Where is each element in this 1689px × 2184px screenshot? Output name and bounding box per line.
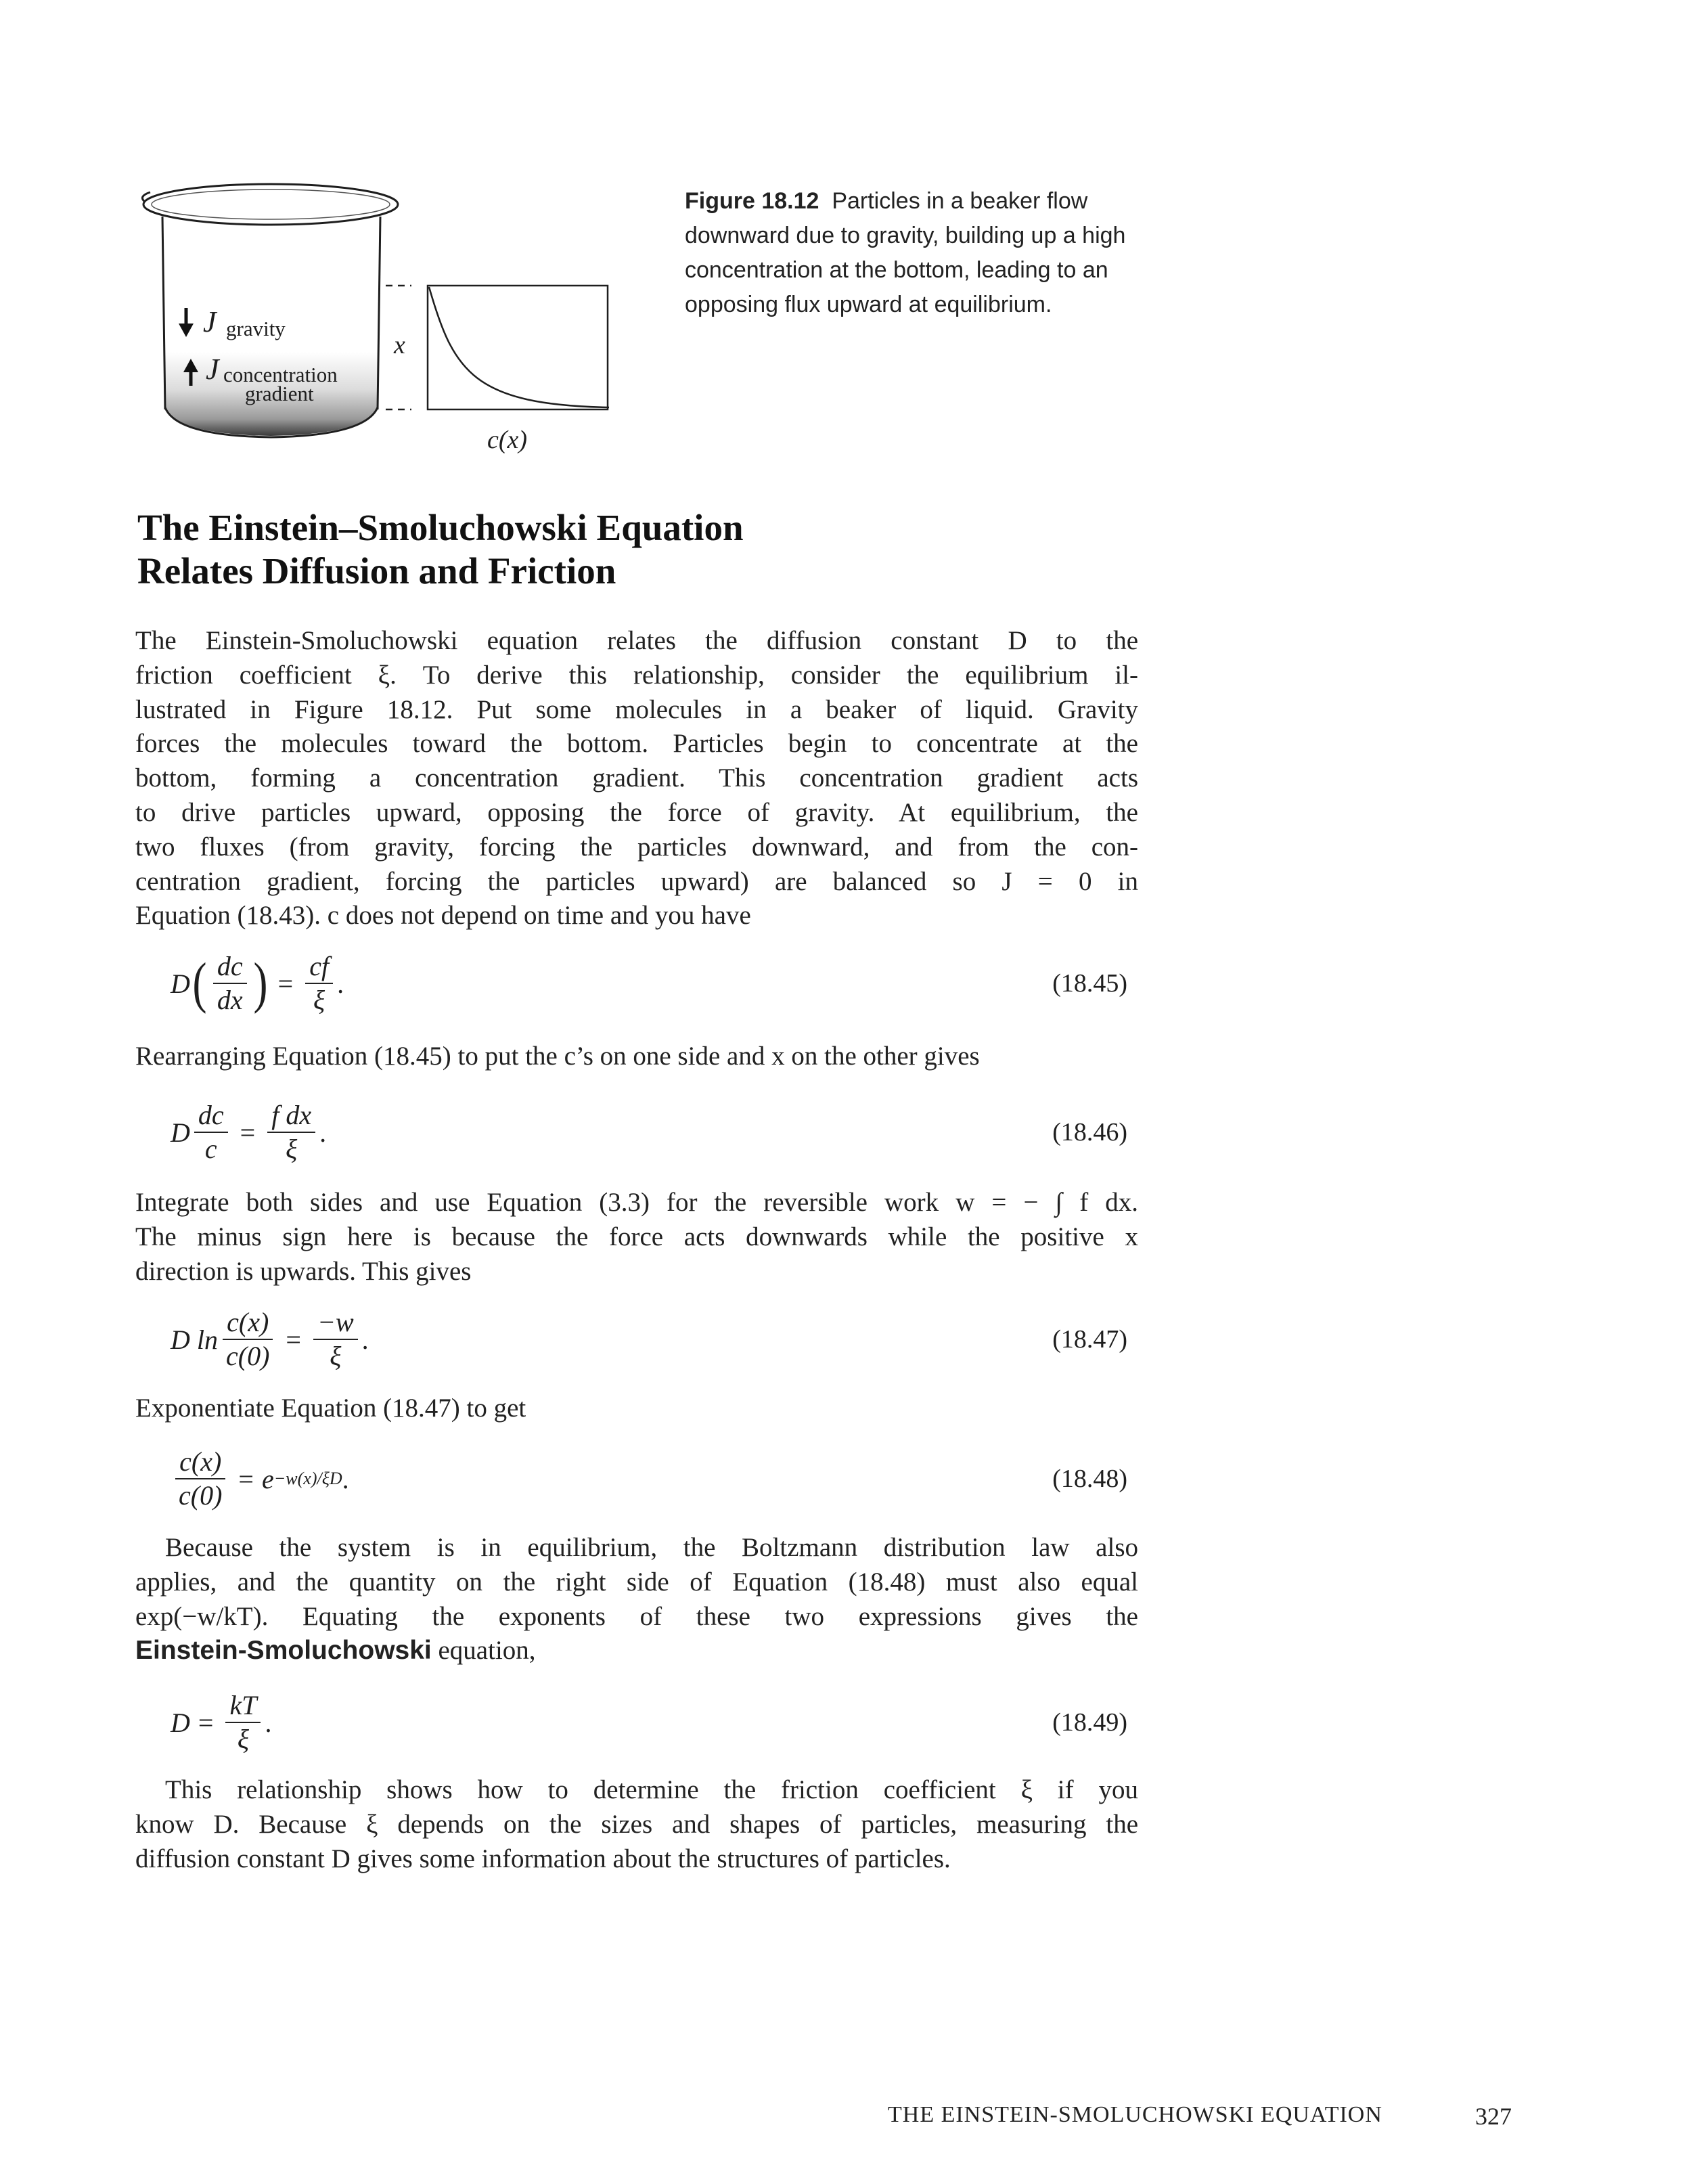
x-axis-label: x — [394, 331, 405, 359]
eq45-number: (18.45) — [1052, 969, 1127, 998]
eq45-dot: . — [337, 968, 344, 999]
paragraph-1-line: to drive particles upward, opposing the force of gravity. At equilibrium, the — [135, 797, 1138, 827]
paragraph-3-line: Integrate both sides and use Equation (3.3) for the reversible work w = − ∫ f dx. — [135, 1188, 1138, 1217]
eq46-lhs: D — [171, 1117, 190, 1148]
equation-18-48 — [135, 1442, 1138, 1516]
paragraph-4 — [135, 1391, 1138, 1426]
right-paren: ) — [253, 952, 268, 1015]
paragraph-6-line: This relationship shows how to determine the friction coefficient ξ if you — [165, 1775, 1138, 1804]
eq48-equals: = — [238, 1463, 254, 1494]
eq47-den2: ξ — [330, 1341, 342, 1371]
left-paren: ( — [192, 952, 207, 1015]
running-head: THE EINSTEIN-SMOLUCHOWSKI EQUATION — [888, 2102, 1382, 2127]
eq45-num1: dc — [213, 952, 247, 984]
eq49-dot: . — [265, 1707, 272, 1738]
figure-caption-text: Particles in a beaker flow downward due to gravity, building up a high concentration at the bottom, leading to an opposing flux upward at equilibrium. — [685, 188, 1126, 317]
paragraph-3 — [135, 1186, 1138, 1289]
eq48-dot: . — [342, 1463, 349, 1494]
einstein-smoluchowski-term: Einstein-Smoluchowski — [135, 1636, 432, 1666]
eq45-num2: cf — [305, 952, 333, 984]
eq45-lhs: D — [171, 968, 190, 999]
paragraph-3-line: The minus sign here is because the force acts downwards while the positive x — [135, 1222, 1138, 1251]
eq48-den1: c(0) — [179, 1480, 223, 1511]
paragraph-2-line: Rearranging Equation (18.45) to put the c’s on one side and x on the other gives — [135, 1042, 980, 1071]
paragraph-6 — [135, 1773, 1138, 1876]
eq46-num2: f dx — [267, 1100, 315, 1133]
eq47-lhs: D ln — [171, 1324, 218, 1355]
eq49-lhs: D — [171, 1707, 190, 1738]
eq48-base: e — [261, 1463, 274, 1494]
j-concentration-subscript-line2: gradient — [245, 382, 314, 405]
paragraph-4-line: Exponentiate Equation (18.47) to get — [135, 1394, 526, 1423]
eq49-equals: = — [198, 1707, 214, 1738]
eq47-num2: −w — [313, 1308, 358, 1340]
section-heading-line1: The Einstein–Smoluchowski Equation — [137, 507, 744, 548]
eq46-number: (18.46) — [1052, 1118, 1127, 1146]
paragraph-1-line: centration gradient, forcing the particles upward) are balanced so J = 0 in — [135, 866, 1138, 896]
eq47-number: (18.47) — [1052, 1325, 1127, 1354]
paragraph-5-line4-rest: equation, — [431, 1636, 536, 1666]
eq46-den2: ξ — [286, 1134, 298, 1164]
paragraph-6-line: diffusion constant D gives some information about the structures of particles. — [135, 1844, 951, 1873]
eq45-den1: dx — [217, 985, 243, 1015]
eq48-number: (18.48) — [1052, 1465, 1127, 1493]
paragraph-1-line: The Einstein-Smoluchowski equation relates the diffusion constant D to the — [135, 626, 1138, 655]
section-heading — [137, 506, 1017, 593]
eq46-equals: = — [240, 1117, 256, 1148]
eq47-dot: . — [361, 1324, 369, 1355]
paragraph-5-line — [135, 1634, 1138, 1668]
paragraph-6-line: know D. Because ξ depends on the sizes and shapes of particles, measuring the — [135, 1809, 1138, 1839]
eq45-den2: ξ — [313, 985, 325, 1015]
j-gravity-subscript: gravity — [226, 317, 286, 340]
j-concentration-subscript: concentration — [223, 363, 338, 386]
paragraph-1 — [135, 624, 1138, 933]
j-gravity-symbol: J — [203, 305, 217, 338]
eq48-num1: c(x) — [175, 1447, 225, 1479]
figure-caption — [685, 184, 1172, 322]
page-number: 327 — [1475, 2103, 1512, 2130]
equation-18-47 — [135, 1302, 1138, 1377]
paragraph-1-line: bottom, forming a concentration gradient. This concentration gradient acts — [135, 763, 1138, 793]
paragraph-5 — [135, 1531, 1138, 1668]
eq49-number: (18.49) — [1052, 1708, 1127, 1737]
paragraph-2 — [135, 1040, 1138, 1074]
equation-18-46 — [135, 1095, 1138, 1169]
eq47-equals: = — [286, 1324, 301, 1355]
paragraph-1-line: lustrated in Figure 18.12. Put some molecules in a beaker of liquid. Gravity — [135, 694, 1138, 724]
eq47-den1: c(0) — [226, 1341, 270, 1371]
eq46-den1: c — [204, 1134, 217, 1164]
eq49-den: ξ — [237, 1724, 250, 1754]
section-heading-line2: Relates Diffusion and Friction — [137, 550, 616, 592]
j-concentration-symbol: J — [206, 353, 219, 386]
eq46-dot: . — [319, 1117, 327, 1148]
equation-18-45 — [135, 946, 1138, 1021]
figure-18-12 — [135, 169, 650, 467]
paragraph-1-line: Equation (18.43). c does not depend on time and you have — [135, 901, 751, 931]
equation-18-49 — [135, 1685, 1138, 1760]
eq49-num: kT — [225, 1691, 261, 1723]
paragraph-5-line: Because the system is in equilibrium, the Boltzmann distribution law also — [165, 1533, 1138, 1562]
paragraph-3-line: direction is upwards. This gives — [135, 1256, 472, 1286]
paragraph-5-line: applies, and the quantity on the right side of Equation (18.48) must also equal — [135, 1567, 1138, 1597]
eq48-exponent: −w(x)/ξD — [273, 1469, 342, 1488]
paragraph-1-line: forces the molecules toward the bottom. Particles begin to concentrate at the — [135, 729, 1138, 759]
eq45-equals: = — [277, 968, 294, 999]
paragraph-1-line: two fluxes (from gravity, forcing the particles downward, and from the con- — [135, 832, 1138, 862]
eq47-num1: c(x) — [223, 1308, 273, 1340]
cx-axis-label: c(x) — [487, 426, 528, 454]
paragraph-5-line: exp(−w/kT). Equating the exponents of these two expressions gives the — [135, 1601, 1138, 1631]
paragraph-1-line: friction coefficient ξ. To derive this relationship, consider the equilibrium il- — [135, 660, 1138, 690]
eq46-num1: dc — [194, 1100, 228, 1133]
figure-caption-label: Figure 18.12 — [685, 188, 819, 214]
